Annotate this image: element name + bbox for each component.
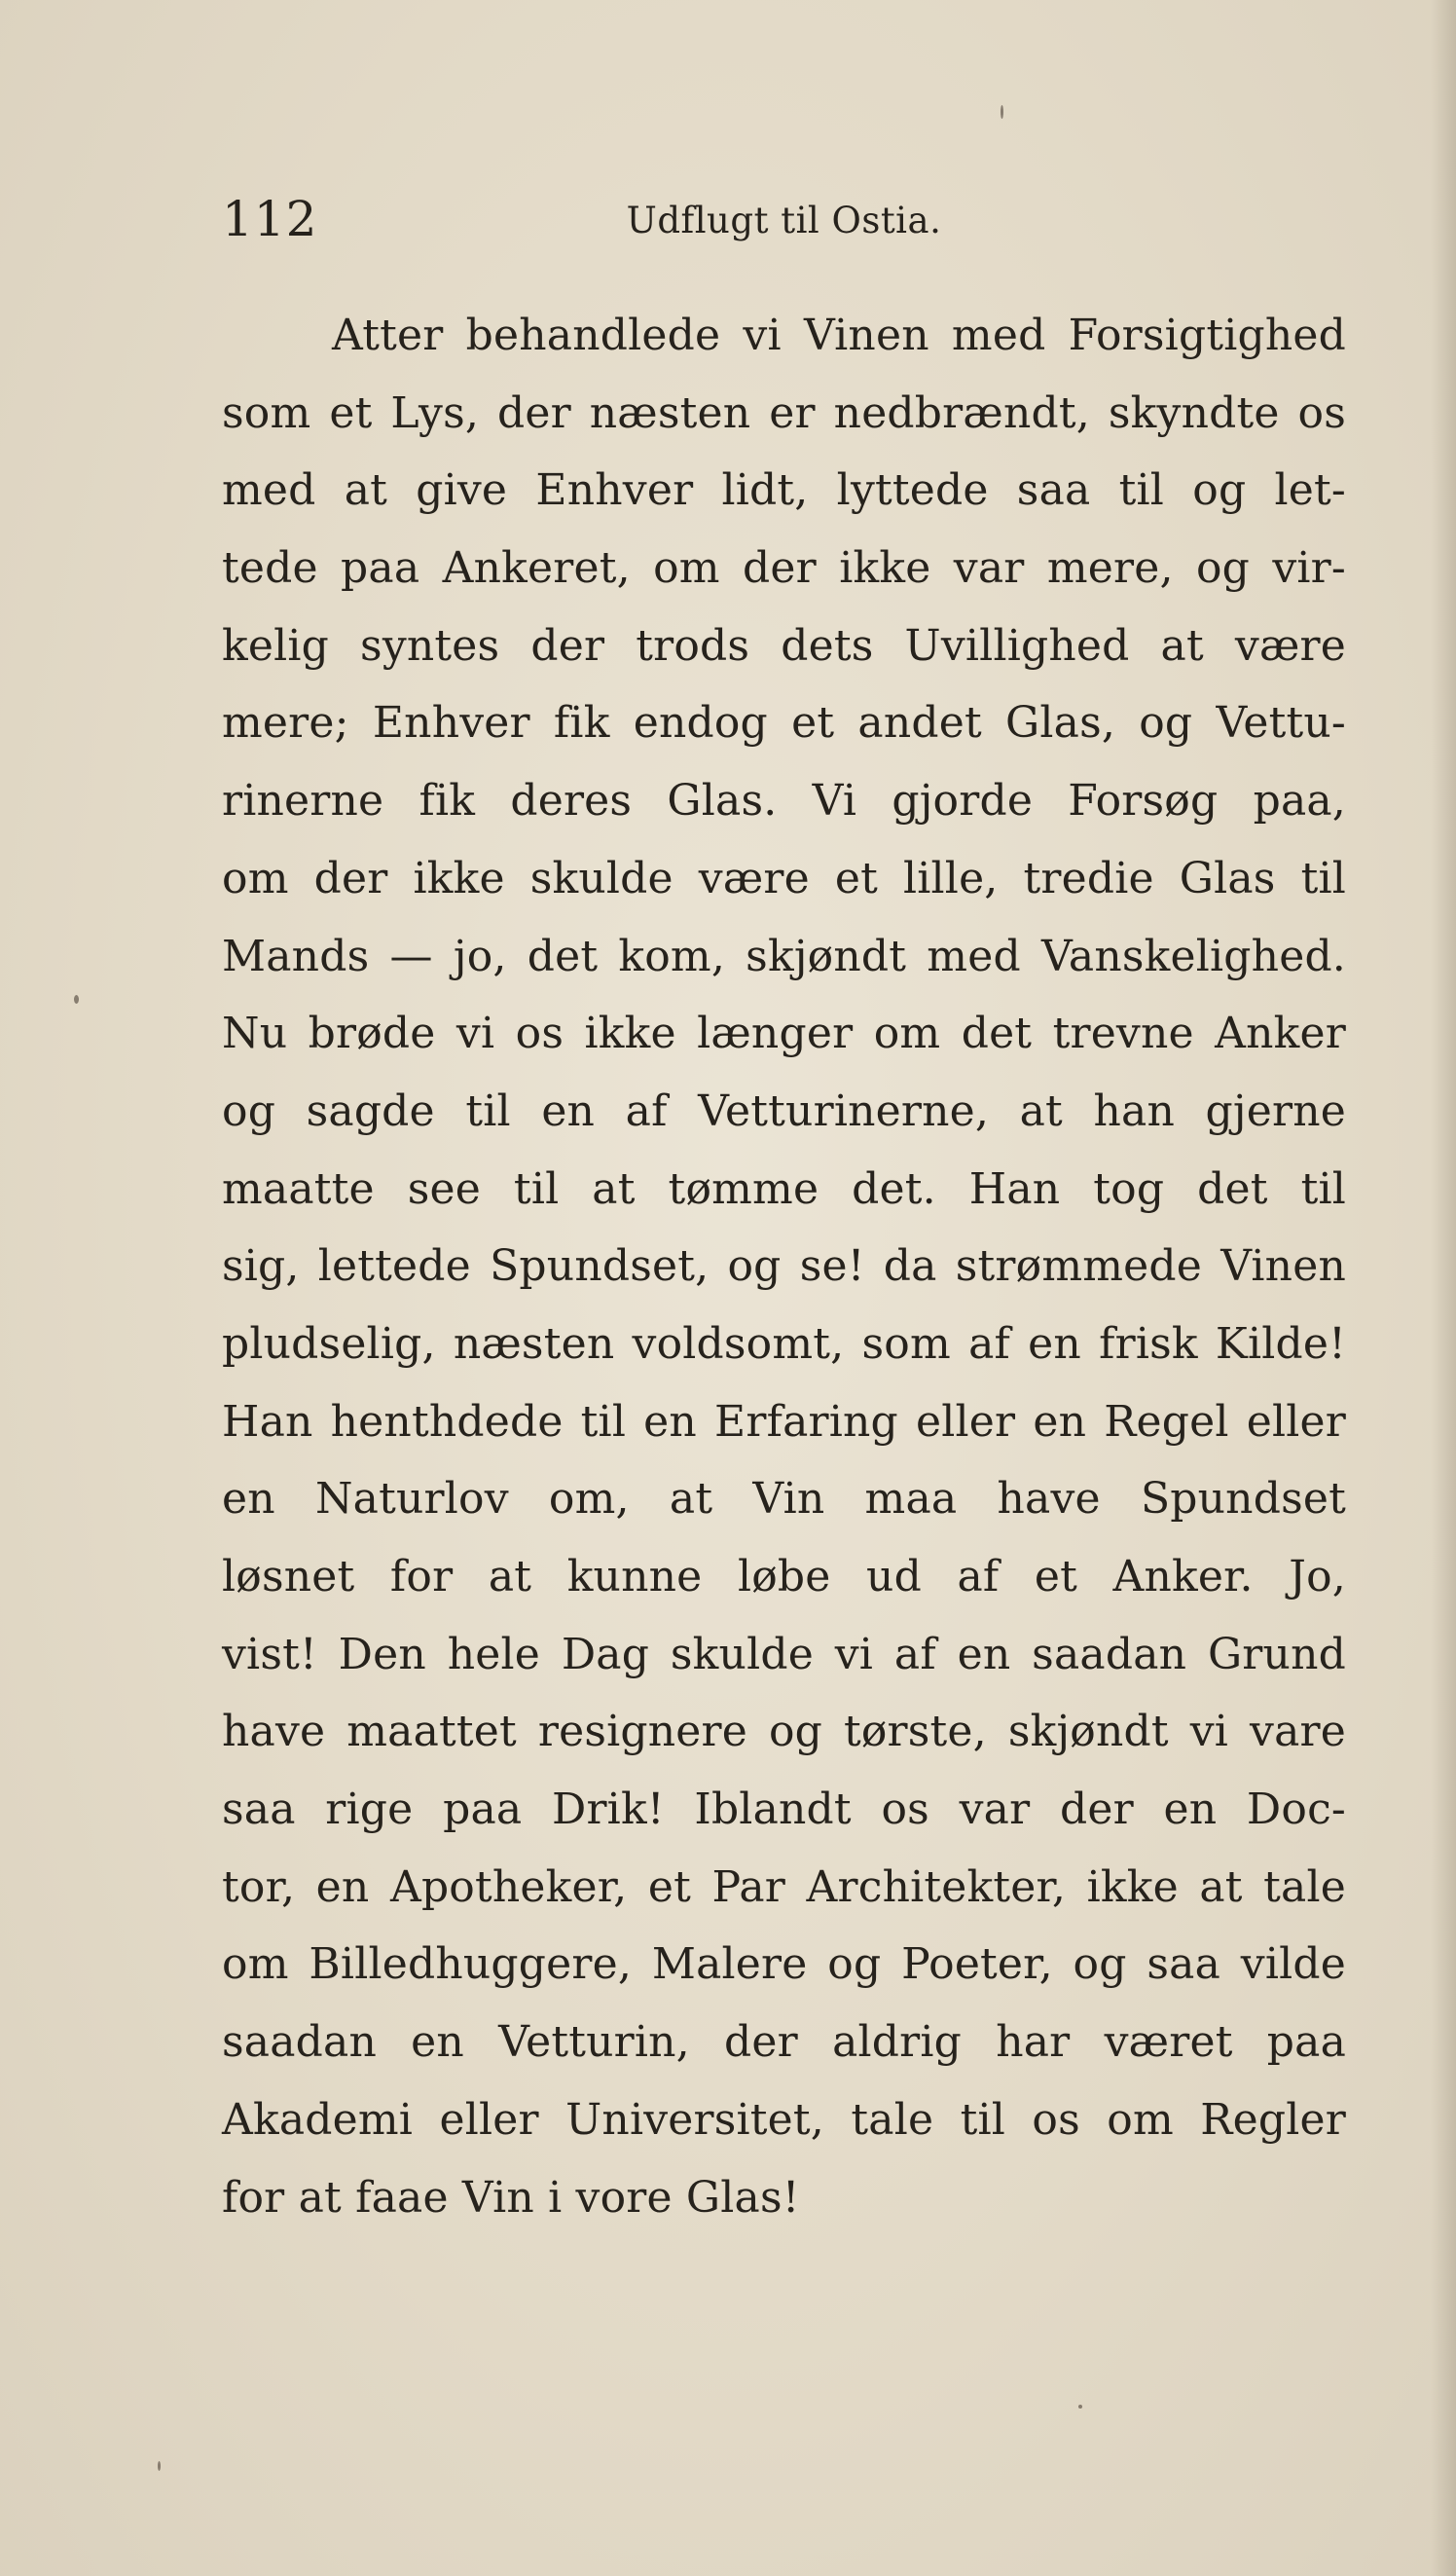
text-line: Han henthdede til en Erfaring eller en Regel eller <box>222 1396 1346 1447</box>
text-line: have maattet resignere og tørste, skjøndt vi vare <box>222 1707 1346 1757</box>
text-line: Akademi eller Universitet, tale til os om Regler <box>222 2094 1346 2145</box>
paper-speck <box>1078 2405 1082 2409</box>
text-line: tede paa Ankeret, om der ikke var mere, og vir- <box>222 543 1346 594</box>
page-header <box>222 185 1346 253</box>
text-line: løsnet for at kunne løbe ud af et Anker. Jo, <box>222 1552 1346 1601</box>
text-line: mere; Enhver fik endog et andet Glas, og Vettu- <box>222 698 1346 749</box>
text-line: saadan en Vetturin, der aldrig har været paa <box>222 2017 1346 2068</box>
text-line: og sagde til en af Vetturinerne, at han gjerne <box>222 1086 1346 1136</box>
text-line: saa rige paa Drik! Iblandt os var der en Doc- <box>222 1785 1346 1835</box>
text-line: kelig syntes der trods dets Uvillighed at være <box>222 620 1346 671</box>
text-line: med at give Enhver lidt, lyttede saa til og let- <box>222 465 1346 516</box>
running-title: Udflugt til Ostia. <box>626 200 942 241</box>
text-line: om Billedhuggere, Malere og Poeter, og saa vilde <box>222 1939 1346 1990</box>
body-text <box>222 297 1346 2236</box>
text-line: tor, en Apotheker, et Par Architekter, ikke at tale <box>222 1861 1346 1912</box>
text-line: for at faae Vin i vore Glas! <box>222 2172 800 2223</box>
text-line: Atter behandlede vi Vinen med Forsigtighed <box>332 311 1346 360</box>
text-line: som et Lys, der næsten er nedbrændt, skyndte os <box>222 387 1346 438</box>
page-edge-shadow <box>1431 0 1456 2576</box>
text-line: pludselig, næsten voldsomt, som af en frisk Kilde! <box>222 1318 1346 1369</box>
text-line: rinerne fik deres Glas. Vi gjorde Forsøg paa, <box>222 776 1346 827</box>
paper-speck <box>158 2461 161 2471</box>
text-line: Mands — jo, det kom, skjøndt med Vanskelighed. <box>222 931 1346 981</box>
text-line: maatte see til at tømme det. Han tog det til <box>222 1163 1346 1214</box>
page-number: 112 <box>222 191 318 247</box>
paper-speck <box>74 995 79 1004</box>
text-line: Nu brøde vi os ikke længer om det trevne Anker <box>222 1009 1346 1059</box>
text-line: om der ikke skulde være et lille, tredie Glas til <box>222 853 1346 903</box>
text-line: sig, lettede Spundset, og se! da strømmede Vinen <box>222 1241 1346 1292</box>
paper-speck <box>1001 105 1003 119</box>
text-line: vist! Den hele Dag skulde vi af en saadan Grund <box>222 1629 1346 1679</box>
text-line: en Naturlov om, at Vin maa have Spundset <box>222 1474 1346 1525</box>
